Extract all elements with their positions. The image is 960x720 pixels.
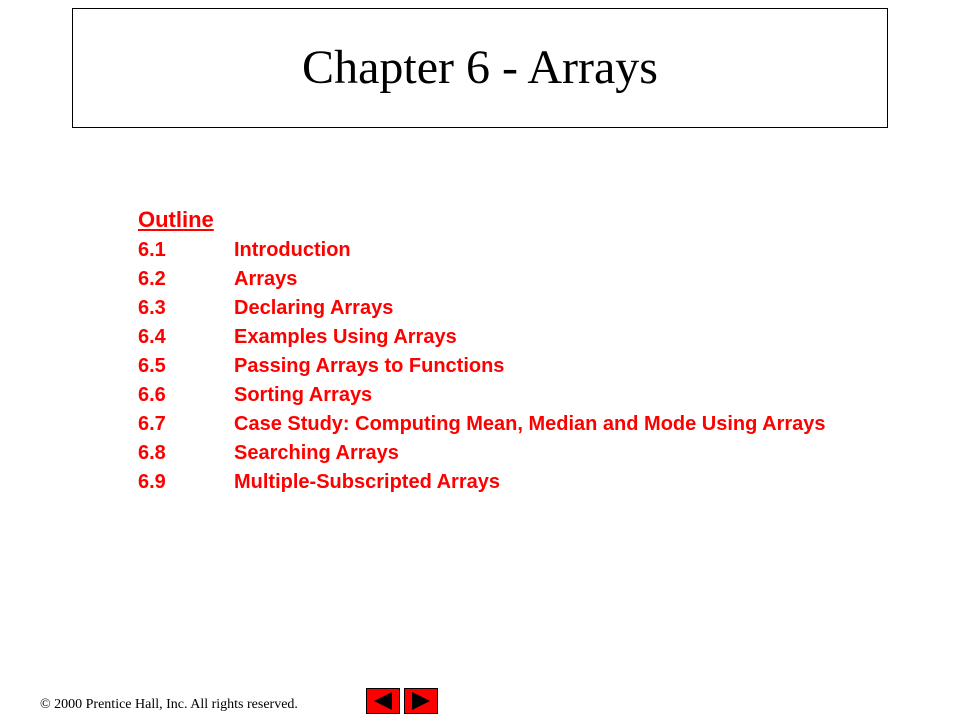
outline-item-text: Searching Arrays <box>234 442 399 464</box>
outline-item <box>138 410 898 439</box>
title-box <box>72 8 888 128</box>
previous-slide-button[interactable] <box>366 688 400 714</box>
outline-item-text: Declaring Arrays <box>234 297 394 319</box>
outline-item-number: 6.6 <box>138 384 166 406</box>
outline-item-text: Multiple-Subscripted Arrays <box>234 471 500 493</box>
outline-item-number: 6.1 <box>138 239 166 261</box>
outline-item-number: 6.2 <box>138 268 166 290</box>
outline-item <box>138 352 898 381</box>
outline-item <box>138 439 898 468</box>
outline-item <box>138 265 898 294</box>
outline-heading: Outline <box>138 207 214 232</box>
next-slide-button[interactable] <box>404 688 438 714</box>
outline-item <box>138 381 898 410</box>
left-triangle-icon <box>372 691 394 711</box>
outline-item-number: 6.3 <box>138 297 166 319</box>
outline-item <box>138 294 898 323</box>
slide-title: Chapter 6 - Arrays <box>302 41 658 94</box>
copyright-footer: © 2000 Prentice Hall, Inc. All rights reserved. <box>40 697 298 712</box>
outline-item-text: Passing Arrays to Functions <box>234 355 505 377</box>
outline-item-number: 6.7 <box>138 413 166 435</box>
outline-item-text: Arrays <box>234 268 298 290</box>
outline-item-number: 6.4 <box>138 326 166 348</box>
outline-item-text: Case Study: Computing Mean, Median and Mode Using Arrays <box>234 413 826 435</box>
outline-item-text: Introduction <box>234 239 351 261</box>
outline-item-text: Examples Using Arrays <box>234 326 457 348</box>
right-triangle-icon <box>410 691 432 711</box>
outline-item-number: 6.8 <box>138 442 166 464</box>
outline-item-number: 6.5 <box>138 355 166 377</box>
outline-item-text: Sorting Arrays <box>234 384 373 406</box>
slide-navigation <box>366 688 438 714</box>
outline-item-number: 6.9 <box>138 471 166 493</box>
outline <box>138 206 898 497</box>
outline-item <box>138 468 898 497</box>
outline-item <box>138 323 898 352</box>
outline-item <box>138 236 898 265</box>
outline-list <box>138 236 898 497</box>
